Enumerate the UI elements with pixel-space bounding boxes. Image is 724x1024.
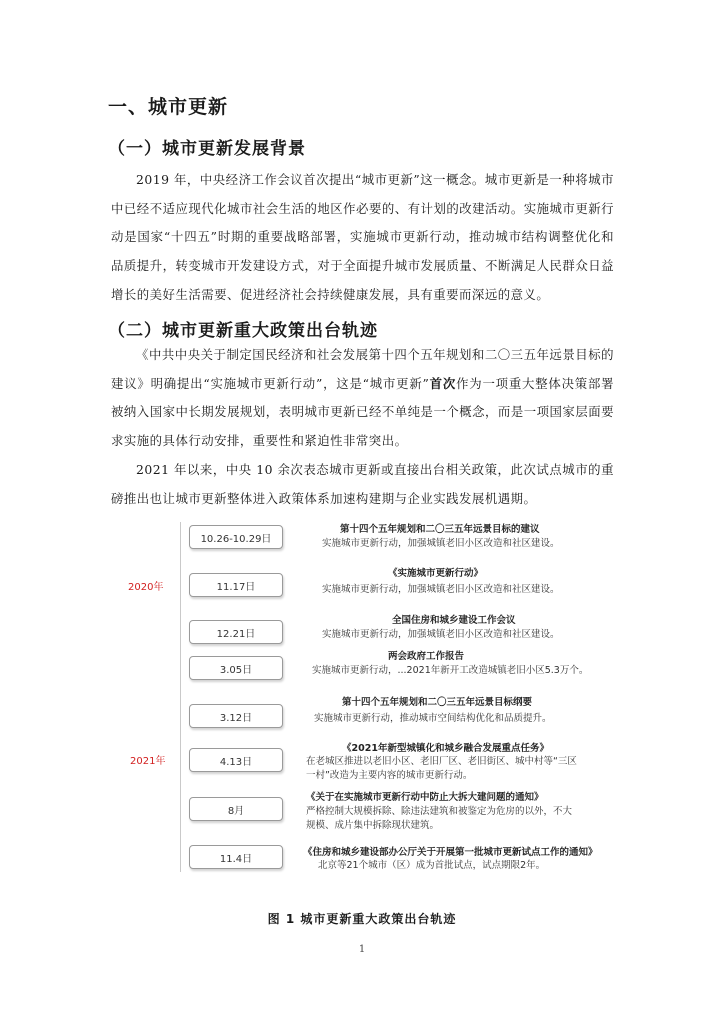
timeline-event-title: 《住房和城乡建设部办公厅关于开展第一批城市更新试点工作的通知》 xyxy=(303,847,598,858)
subsection-heading-background: （一）城市更新发展背景 xyxy=(108,139,306,159)
timeline-date: 11.17日 xyxy=(189,573,283,597)
timeline-event-desc: 实施城市更新行动，加强城镇老旧小区改造和社区建设。 xyxy=(322,538,560,549)
timeline-date: 8月 xyxy=(189,797,283,821)
paragraph-pilot-text: 2021 年以来，中央 10 余次表态城市更新或直接出台相关政策，此次试点城市的重磅推出也让城市更新整体进入政策体系加速构建期与企业实践发展机遇期。 xyxy=(111,462,614,506)
timeline-date: 11.4日 xyxy=(189,845,283,869)
paragraph-background xyxy=(111,166,614,310)
timeline-date: 3.05日 xyxy=(189,656,283,680)
timeline-event-desc: 实施城市更新行动，加强城镇老旧小区改造和社区建设。 xyxy=(322,629,560,640)
timeline-date: 12.21日 xyxy=(189,620,283,644)
year-label-2020: 2020年 xyxy=(128,582,164,593)
figure-caption: 图 1 城市更新重大政策出台轨迹 xyxy=(267,912,457,926)
timeline-event-title: 《关于在实施城市更新行动中防止大拆大建问题的通知》 xyxy=(306,792,544,803)
timeline-event-desc: 实施城市更新行动，加强城镇老旧小区改造和社区建设。 xyxy=(322,584,560,595)
timeline-event-desc: 实施城市更新行动，推动城市空间结构优化和品质提升。 xyxy=(314,713,552,724)
timeline-event-desc: 在老城区推进以老旧小区、老旧厂区、老旧街区、城中村等“三区一村”改造为主要内容的城市更新行动。 xyxy=(306,756,577,781)
page-number: 1 xyxy=(358,944,366,955)
timeline-event-desc: 实施城市更新行动，...2021年新开工改造城镇老旧小区5.3万个。 xyxy=(312,665,589,676)
timeline-axis xyxy=(180,522,181,872)
paragraph-policy-text-after: 作为一项重大整体决策部署被纳入国家中长期发展规划，表明城市更新已经不单纯是一个概念，而是一项国家层面要求实施的具体行动安排，重要性和紧迫性非常突出。 xyxy=(111,375,615,449)
timeline-event-title: 第十四个五年规划和二〇三五年远景目标纲要 xyxy=(342,697,533,708)
timeline-event-desc: 严格控制大规模拆除、除违法建筑和被鉴定为危房的以外，不大规模、成片集中拆除现状建筑。 xyxy=(306,806,573,831)
section-heading: 一、城市更新 xyxy=(108,96,229,118)
paragraph-background-text: 2019 年，中央经济工作会议首次提出“城市更新”这一概念。城市更新是一种将城市中已经不适应现代化城市社会生活的地区作必要的、有计划的改建活动。实施城市更新行动是国家“十四五”时期的重要战略部署，实施城市更新行动，推动城市结构调整优化和品质提升，转变城市开发建设方式，对于全面提升城市发展质量、不断满足人民群众日益增长的美好生活需要、促进经济社会持续健康发展，具有重要而深远的意义。 xyxy=(111,172,614,302)
timeline-date: 4.13日 xyxy=(189,748,283,772)
timeline-event-title: 两会政府工作报告 xyxy=(388,651,465,662)
timeline-date: 3.12日 xyxy=(189,704,283,728)
timeline-event-title: 第十四个五年规划和二〇三五年远景目标的建议 xyxy=(340,524,540,535)
paragraph-pilot xyxy=(111,456,614,513)
year-label-2021: 2021年 xyxy=(130,756,166,767)
subsection-heading-policy: （二）城市更新重大政策出台轨迹 xyxy=(108,321,378,341)
timeline-event-title: 《2021年新型城镇化和城乡融合发展重点任务》 xyxy=(342,743,549,754)
timeline-event-title: 全国住房和城乡建设工作会议 xyxy=(392,615,516,626)
timeline-date: 10.26-10.29日 xyxy=(189,525,283,549)
paragraph-policy-bold: 首次 xyxy=(429,375,457,391)
timeline-event-title: 《实施城市更新行动》 xyxy=(388,568,484,579)
paragraph-policy xyxy=(111,341,614,456)
timeline-event-desc: 北京等21个城市（区）成为首批试点，试点期限2年。 xyxy=(318,860,546,871)
paragraph-policy-text-before: 《中共中央关于制定国民经济和社会发展第十四个五年规划和二〇三五年远景目标的建议》明确提出“实施城市更新行动”，这是“城市更新” xyxy=(111,347,614,391)
